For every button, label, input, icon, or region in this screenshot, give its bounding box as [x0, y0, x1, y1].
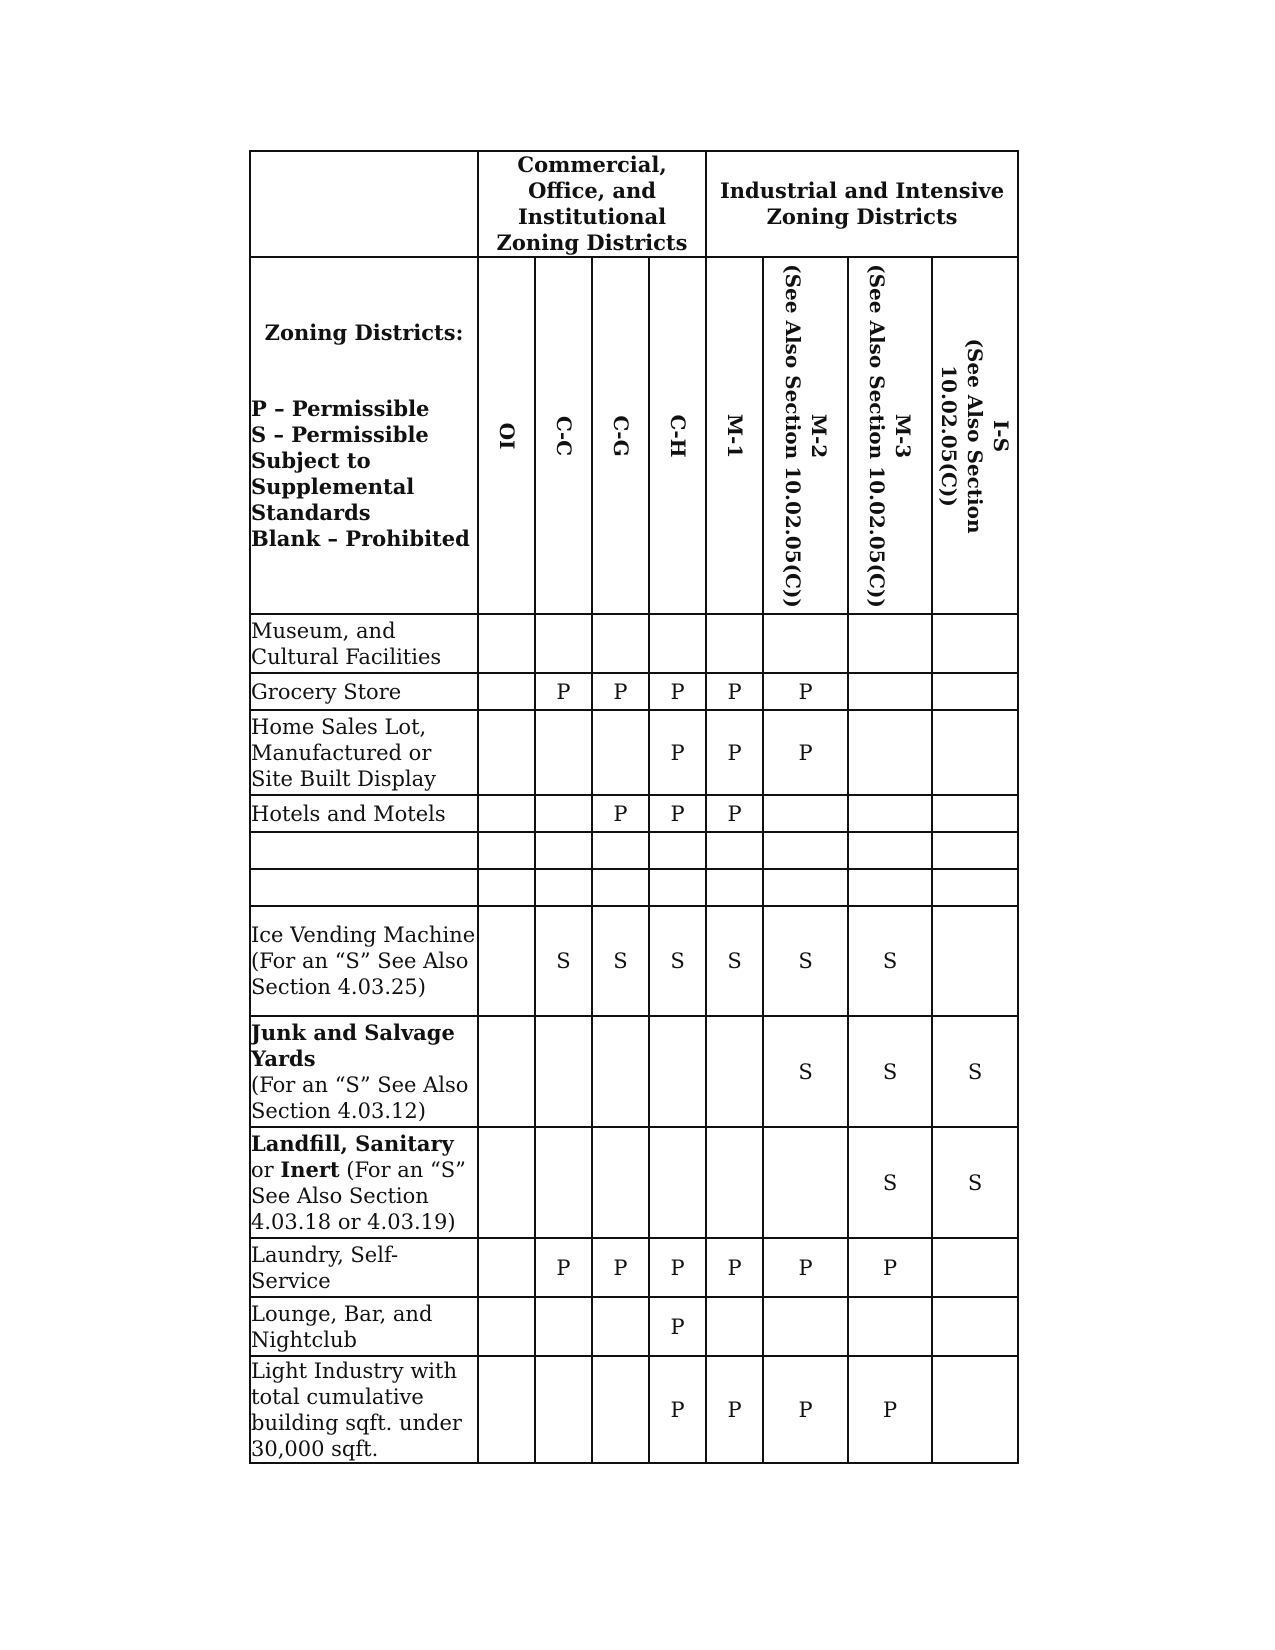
permission-cell — [478, 710, 535, 795]
permission-cell — [592, 1127, 649, 1238]
permission-cell: S — [763, 1016, 848, 1127]
district-header-m-2 — [763, 257, 848, 614]
district-note: 10.02.05(C)) — [937, 364, 962, 507]
district-header-c-g — [592, 257, 649, 614]
district-header-i-s — [932, 257, 1018, 614]
use-label — [250, 1016, 478, 1127]
commercial-group-header: Commercial, Office, and Institutional Zoning Districts — [478, 151, 706, 257]
permission-cell — [848, 795, 932, 832]
use-label: Museum, and Cultural Facilities — [250, 614, 478, 673]
permission-cell — [848, 832, 932, 869]
permission-cell — [478, 795, 535, 832]
use-label: Hotels and Motels — [250, 795, 478, 832]
permission-cell: P — [649, 673, 706, 710]
permission-cell — [592, 710, 649, 795]
district-header-oi — [478, 257, 535, 614]
use-note: (For an “S” See Also Section 4.03.12) — [251, 1072, 469, 1123]
permission-cell: S — [848, 906, 932, 1016]
table-row — [250, 869, 1018, 906]
use-name: Inert — [280, 1156, 340, 1182]
permission-cell — [763, 1127, 848, 1238]
permission-cell — [763, 869, 848, 906]
use-label — [250, 906, 478, 1016]
permission-cell: P — [592, 673, 649, 710]
permission-cell — [848, 673, 932, 710]
permission-cell: S — [706, 906, 763, 1016]
permission-cell: S — [763, 906, 848, 1016]
permission-cell: P — [706, 795, 763, 832]
permission-cell — [592, 1016, 649, 1127]
district-code: M-1 — [722, 413, 747, 458]
permission-cell: S — [932, 1016, 1018, 1127]
permission-cell — [763, 1297, 848, 1356]
district-header-row — [250, 257, 1018, 614]
use-name: Landfill, Sanitary — [251, 1130, 454, 1156]
permission-cell — [706, 869, 763, 906]
permission-cell: P — [649, 1356, 706, 1463]
permission-cell: P — [763, 1356, 848, 1463]
use-name: Ice Vending Machine — [251, 923, 476, 947]
permission-cell — [932, 832, 1018, 869]
district-header-m-1 — [706, 257, 763, 614]
table-row — [250, 1238, 1018, 1297]
permission-cell — [592, 832, 649, 869]
permission-cell: P — [763, 1238, 848, 1297]
table-row — [250, 1016, 1018, 1127]
permission-cell — [535, 1297, 592, 1356]
permission-cell: S — [848, 1127, 932, 1238]
use-label — [250, 832, 478, 869]
permission-cell — [706, 614, 763, 673]
permission-cell — [649, 869, 706, 906]
district-code: C-C — [551, 415, 576, 456]
permission-cell — [649, 614, 706, 673]
permission-cell — [932, 795, 1018, 832]
permission-cell: P — [706, 673, 763, 710]
permission-cell — [932, 906, 1018, 1016]
permission-cell — [535, 1016, 592, 1127]
permission-cell — [478, 614, 535, 673]
permission-cell: P — [848, 1238, 932, 1297]
permission-cell — [932, 869, 1018, 906]
table-row — [250, 1297, 1018, 1356]
use-name: Junk and Salvage Yards — [251, 1019, 455, 1071]
permission-cell — [649, 832, 706, 869]
permission-cell: P — [592, 1238, 649, 1297]
district-code: OI — [494, 422, 519, 449]
permission-cell — [932, 1238, 1018, 1297]
use-note: (For an “S” See Also Section 4.03.25) — [251, 949, 469, 999]
use-label — [250, 1127, 478, 1238]
permission-cell — [848, 710, 932, 795]
table-row — [250, 906, 1018, 1016]
use-note: (For an “S” See Also Section 4.03.18 or 4.03.19) — [251, 1157, 466, 1234]
permission-cell — [848, 869, 932, 906]
permission-cell — [535, 710, 592, 795]
permission-cell — [706, 832, 763, 869]
use-name-connector: or — [251, 1157, 274, 1182]
permission-cell: P — [649, 1297, 706, 1356]
legend-line: Blank – Prohibited — [251, 525, 470, 551]
table-row — [250, 832, 1018, 869]
use-label: Laundry, Self-Service — [250, 1238, 478, 1297]
legend-cell — [250, 257, 478, 614]
district-code: M-2 — [806, 413, 831, 458]
permission-cell — [932, 1297, 1018, 1356]
permission-cell — [932, 710, 1018, 795]
permission-cell — [932, 614, 1018, 673]
permission-cell — [932, 1356, 1018, 1463]
legend-line: Standards — [251, 499, 371, 525]
permission-cell — [763, 614, 848, 673]
permission-cell: P — [535, 1238, 592, 1297]
permission-cell: S — [535, 906, 592, 1016]
district-note: (See Also Section — [963, 337, 988, 534]
permission-cell — [478, 673, 535, 710]
permission-cell — [763, 795, 848, 832]
permission-cell — [535, 1127, 592, 1238]
permission-cell — [478, 1356, 535, 1463]
permission-cell — [478, 869, 535, 906]
permission-cell: P — [649, 1238, 706, 1297]
district-header-c-h — [649, 257, 706, 614]
permission-cell: S — [932, 1127, 1018, 1238]
table-row — [250, 614, 1018, 673]
legend-line: S – Permissible — [251, 421, 429, 447]
table-row — [250, 1127, 1018, 1238]
table-row — [250, 710, 1018, 795]
industrial-group-header: Industrial and Intensive Zoning Districts — [706, 151, 1018, 257]
permission-cell: P — [649, 710, 706, 795]
use-label: Home Sales Lot, Manufactured or Site Built Display — [250, 710, 478, 795]
legend-title: Zoning Districts: — [264, 319, 464, 345]
permission-cell: P — [592, 795, 649, 832]
permission-cell — [592, 869, 649, 906]
permission-cell — [535, 795, 592, 832]
legend-line: P – Permissible — [251, 395, 430, 421]
permission-cell — [706, 1297, 763, 1356]
permission-cell: P — [706, 1238, 763, 1297]
permission-cell: S — [649, 906, 706, 1016]
district-code: C-H — [665, 413, 690, 458]
district-header-m-3 — [848, 257, 932, 614]
legend-line: Supplemental — [251, 473, 415, 499]
blank-corner-cell — [250, 151, 478, 257]
permission-cell — [649, 1127, 706, 1238]
permission-cell — [592, 614, 649, 673]
permission-cell — [535, 832, 592, 869]
permission-cell — [706, 1016, 763, 1127]
permission-cell — [535, 614, 592, 673]
permission-cell: P — [763, 710, 848, 795]
district-header-c-c — [535, 257, 592, 614]
permission-cell: P — [763, 673, 848, 710]
permission-cell — [535, 1356, 592, 1463]
permission-cell — [932, 673, 1018, 710]
district-code: M-3 — [891, 413, 916, 458]
legend-line: Subject to — [251, 447, 371, 473]
district-code: I-S — [989, 419, 1014, 452]
permission-cell — [848, 614, 932, 673]
permission-cell — [592, 1356, 649, 1463]
permission-cell — [592, 1297, 649, 1356]
use-label: Grocery Store — [250, 673, 478, 710]
permission-cell — [478, 1297, 535, 1356]
permission-cell: P — [649, 795, 706, 832]
permission-cell — [478, 1016, 535, 1127]
table-row — [250, 1356, 1018, 1463]
permission-cell: P — [535, 673, 592, 710]
table-row — [250, 673, 1018, 710]
district-code: C-G — [608, 414, 633, 457]
zoning-use-table — [249, 150, 1019, 1464]
permission-cell — [478, 832, 535, 869]
table-row — [250, 795, 1018, 832]
permission-cell — [478, 1238, 535, 1297]
permission-cell: S — [592, 906, 649, 1016]
district-note: (See Also Section 10.02.05(C)) — [865, 263, 890, 608]
permission-cell: P — [706, 710, 763, 795]
use-label: Light Industry with total cumulative building sqft. under 30,000 sqft. — [250, 1356, 478, 1463]
permission-cell — [478, 906, 535, 1016]
permission-cell — [649, 1016, 706, 1127]
permission-cell — [848, 1297, 932, 1356]
group-header-row — [250, 151, 1018, 257]
use-label: Lounge, Bar, and Nightclub — [250, 1297, 478, 1356]
district-note: (See Also Section 10.02.05(C)) — [780, 263, 805, 608]
permission-cell: P — [848, 1356, 932, 1463]
permission-cell — [535, 869, 592, 906]
permission-cell — [763, 832, 848, 869]
use-label — [250, 869, 478, 906]
permission-cell: S — [848, 1016, 932, 1127]
permission-cell — [478, 1127, 535, 1238]
permission-cell — [706, 1127, 763, 1238]
permission-cell: P — [706, 1356, 763, 1463]
